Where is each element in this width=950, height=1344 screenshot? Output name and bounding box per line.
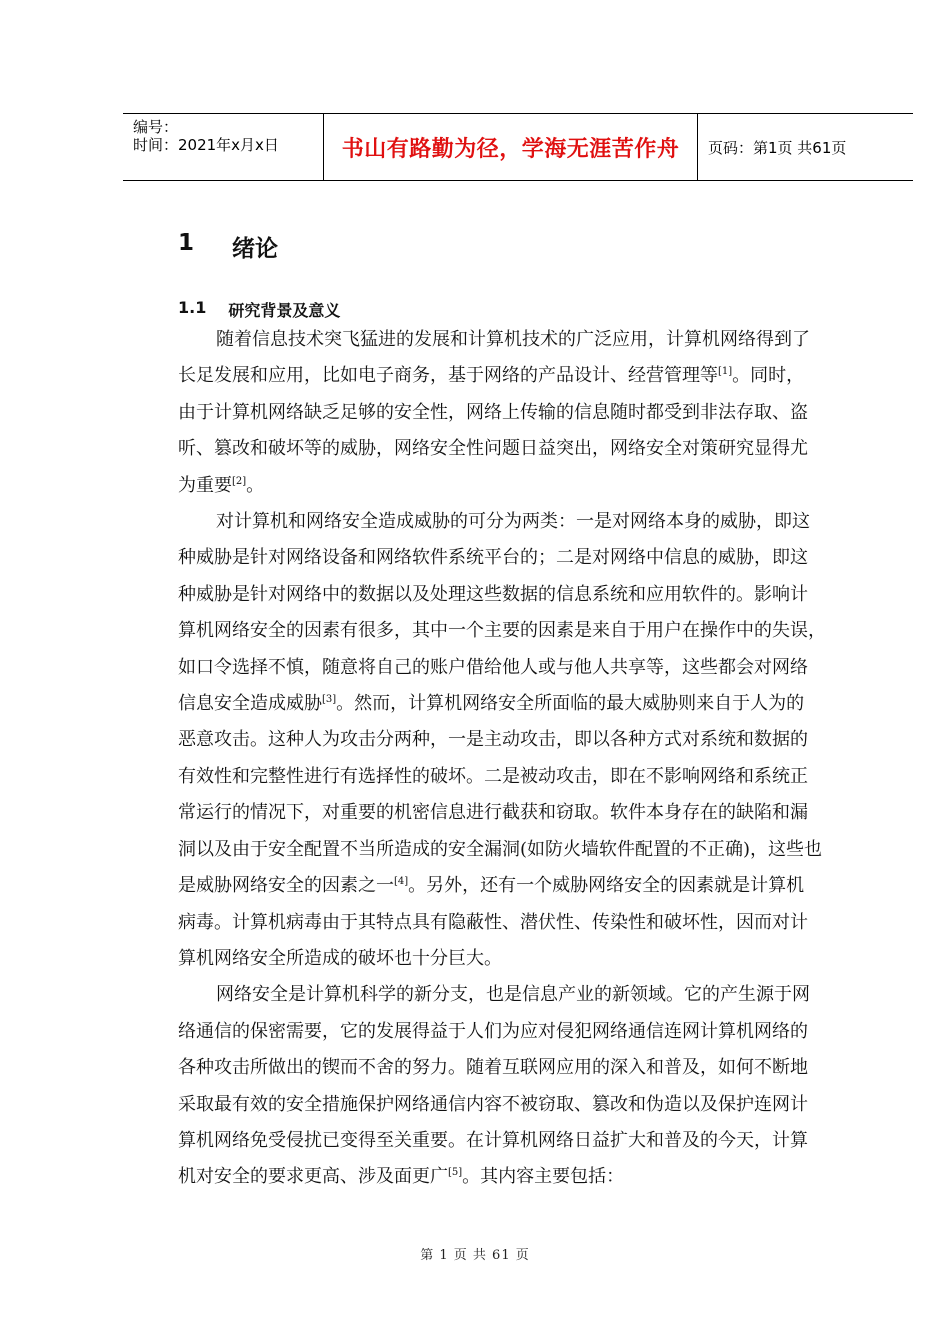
text-line (178, 686, 850, 722)
page-footer: 第 1 页 共 61 页 (420, 1248, 530, 1263)
text-segment: 是威胁网络安全的因素之一 (178, 875, 394, 897)
text-segment: 。另外，还有一个威胁网络安全的因素就是计算机 (408, 875, 805, 897)
section-number: 1.1 (178, 298, 207, 317)
citation: [1] (718, 366, 733, 378)
chapter-heading (178, 230, 278, 263)
header-meta (133, 118, 279, 154)
text-line (178, 358, 850, 394)
citation: [2] (232, 475, 247, 487)
text-line: 算机网络安全的因素有很多，其中一个主要的因素是来自于用户在操作中的失误， (178, 620, 826, 642)
citation: [3] (322, 694, 337, 706)
text-line: 采取最有效的安全措施保护网络通信内容不被窃取、篡改和伪造以及保护连网计 (178, 1093, 808, 1115)
body-text (178, 322, 850, 1196)
text-line: 随着信息技术突飞猛进的发展和计算机技术的广泛应用，计算机网络得到了 (216, 329, 810, 350)
text-line: 由于计算机网络缺乏足够的安全性，网络上传输的信息随时都受到非法存取、盗 (178, 401, 808, 423)
text-segment: 为重要 (178, 474, 232, 496)
text-segment: 。然而，计算机网络安全所面临的最大威胁则来自于人为的 (336, 693, 805, 715)
paragraph (178, 322, 850, 504)
citation: [4] (394, 876, 409, 888)
text-line (178, 468, 850, 504)
number-label: 编号： (133, 118, 179, 136)
text-line: 算机网络安全所造成的破坏也十分巨大。 (178, 947, 502, 969)
text-segment: 。同时， (732, 365, 805, 387)
text-line: 算机网络免受侵扰已变得至关重要。在计算机网络日益扩大和普及的今天，计算 (178, 1129, 808, 1151)
header-page-info: 页码：第1页 共61页 (708, 138, 847, 157)
text-line: 如口令选择不慎，随意将自己的账户借给他人或与他人共享等，这些都会对网络 (178, 656, 808, 678)
citation: [5] (448, 1167, 463, 1179)
text-line: 种威胁是针对网络中的数据以及处理这些数据的信息系统和应用软件的。影响计 (178, 583, 808, 605)
text-segment: 长足发展和应用，比如电子商务，基于网络的产品设计、经营管理等 (178, 365, 718, 387)
paragraph (178, 504, 850, 977)
text-line: 病毒。计算机病毒由于其特点具有隐蔽性、潜伏性、传染性和破坏性，因而对计 (178, 911, 808, 933)
text-line: 洞以及由于安全配置不当所造成的安全漏洞(如防火墙软件配置的不正确)，这些也 (178, 838, 823, 860)
chapter-number: 1 (178, 230, 195, 256)
section-heading (178, 298, 340, 321)
text-segment: 机对安全的要求更高、涉及面更广 (178, 1166, 448, 1188)
section-title: 研究背景及意义 (228, 301, 341, 320)
text-segment: 。 (246, 474, 265, 496)
text-segment: 信息安全造成威胁 (178, 693, 322, 715)
text-line (178, 1159, 850, 1195)
text-line: 对计算机和网络安全造成威胁的可分为两类：一是对网络本身的威胁，即这 (216, 511, 810, 533)
page-header (123, 113, 913, 181)
header-motto: 书山有路勤为径，学海无涯苦作舟 (341, 136, 680, 162)
text-line: 网络安全是计算机科学的新分支，也是信息产业的新领域。它的产生源于网 (216, 984, 810, 1006)
text-line: 听、篡改和破坏等的威胁，网络安全性问题日益突出，网络安全对策研究显得尤 (178, 438, 808, 460)
text-line: 有效性和完整性进行有选择性的破坏。二是被动攻击，即在不影响网络和系统正 (178, 765, 808, 787)
text-line: 络通信的保密需要，它的发展得益于人们为应对侵犯网络通信连网计算机网络的 (178, 1020, 808, 1042)
paragraph (178, 977, 850, 1195)
chapter-title: 绪论 (232, 236, 279, 262)
header-divider (697, 114, 698, 180)
text-segment: 。其内容主要包括： (462, 1166, 625, 1188)
time-label: 时间：2021年x月x日 (133, 136, 279, 154)
text-line: 各种攻击所做出的锲而不舍的努力。随着互联网应用的深入和普及，如何不断地 (178, 1057, 808, 1079)
text-line: 常运行的情况下，对重要的机密信息进行截获和窃取。软件本身存在的缺陷和漏 (178, 802, 808, 824)
text-line: 恶意攻击。这种人为攻击分两种，一是主动攻击，即以各种方式对系统和数据的 (178, 729, 808, 751)
text-line (178, 868, 850, 904)
text-line: 种威胁是针对网络设备和网络软件系统平台的；二是对网络中信息的威胁，即这 (178, 547, 808, 569)
